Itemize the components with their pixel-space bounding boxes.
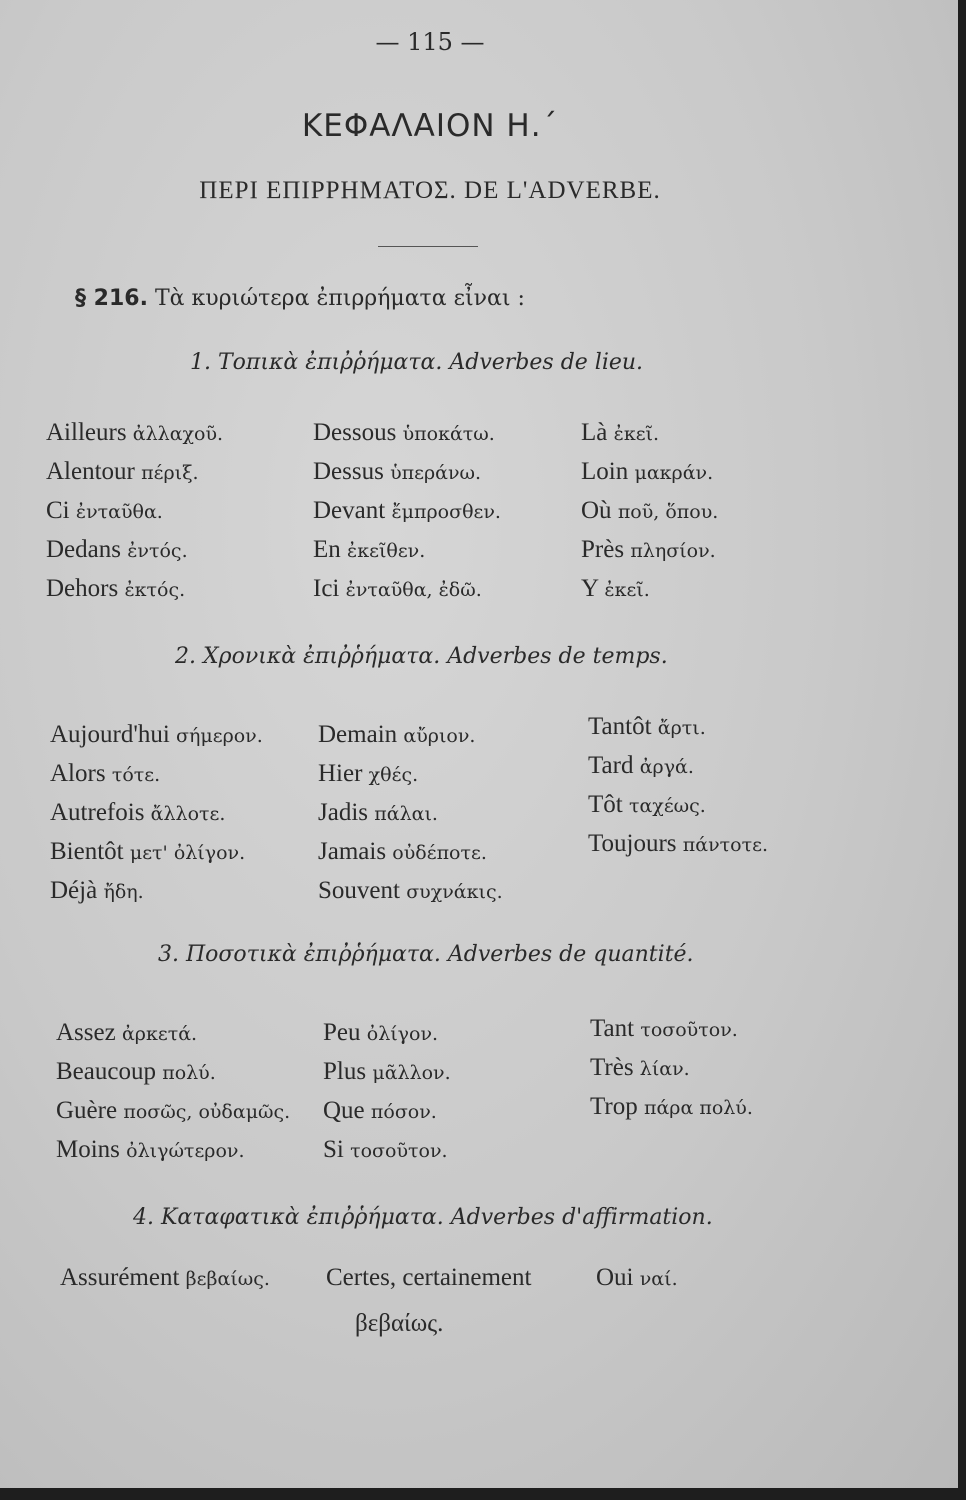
french-word: Guère xyxy=(56,1097,118,1124)
lieu-column-2 xyxy=(313,414,501,609)
greek-word: ἤδη. xyxy=(103,881,144,903)
adverb-entry xyxy=(46,453,223,492)
adverb-entry xyxy=(323,1131,451,1170)
adverb-entry xyxy=(46,570,223,609)
greek-word: μᾶλλον. xyxy=(372,1062,451,1084)
lieu-column-3 xyxy=(581,414,718,609)
adverb-entry xyxy=(313,492,501,531)
section-heading-temps: 2. Χρονικὰ ἐπιῤῥήματα. Adverbes de temps. xyxy=(175,644,668,669)
greek-word: μακράν. xyxy=(634,462,714,484)
greek-word: ἐντός. xyxy=(127,540,188,562)
adverb-entry xyxy=(581,570,718,609)
french-word: Beaucoup xyxy=(56,1058,156,1085)
greek-word: ποσῶς, οὐδαμῶς. xyxy=(123,1101,291,1123)
french-word: En xyxy=(313,536,341,563)
greek-word: σήμερον. xyxy=(176,725,263,747)
page-number: — 115 — xyxy=(375,28,485,56)
french-word: Autrefois xyxy=(50,799,145,826)
lieu-column-1 xyxy=(46,414,223,609)
greek-word: ναί. xyxy=(639,1268,678,1290)
french-word: Tard xyxy=(588,752,634,779)
greek-word: ἀλλαχοῦ. xyxy=(132,423,224,445)
greek-word: οὐδέποτε. xyxy=(392,842,487,864)
greek-word: τοσοῦτον. xyxy=(350,1140,448,1162)
section-heading-quantite: 3. Ποσοτικὰ ἐπιῤῥήματα. Adverbes de quantité. xyxy=(158,942,694,967)
french-word: Plus xyxy=(323,1058,367,1085)
french-word: Trop xyxy=(590,1093,638,1120)
greek-word: αὔριον. xyxy=(403,725,476,747)
adverb-entry xyxy=(588,786,768,825)
quantite-column-3 xyxy=(590,1010,753,1127)
greek-word: ὀλίγον. xyxy=(366,1023,439,1045)
french-word: Devant xyxy=(313,497,386,524)
french-word: Dessous xyxy=(313,419,397,446)
affirm-entry-2 xyxy=(326,1264,531,1292)
adverb-entry xyxy=(588,825,768,864)
french-word: Oui xyxy=(596,1264,634,1291)
greek-word: ἀργά. xyxy=(639,756,694,778)
greek-word: ἐνταῦθα, ἐδῶ. xyxy=(345,579,482,601)
greek-word: ὑπεράνω. xyxy=(390,462,482,484)
french-word: Très xyxy=(590,1054,634,1081)
french-word: Où xyxy=(581,497,612,524)
adverb-entry xyxy=(313,414,501,453)
adverb-entry xyxy=(323,1053,451,1092)
greek-word: πάρα πολύ. xyxy=(643,1097,753,1119)
greek-word: πάλαι. xyxy=(374,803,438,825)
greek-word: ἐκεῖ. xyxy=(613,423,660,445)
french-word: Alors xyxy=(50,760,106,787)
french-word: Aujourd'hui xyxy=(50,721,170,748)
greek-word: πλησίον. xyxy=(630,540,716,562)
intro-text: Τὰ κυριώτερα ἐπιρρήματα εἶναι : xyxy=(154,286,525,311)
greek-word: ἐκεῖ. xyxy=(604,579,650,601)
adverb-entry xyxy=(56,1014,290,1053)
french-word: Toujours xyxy=(588,830,677,857)
french-word: Loin xyxy=(581,458,629,485)
adverb-entry xyxy=(318,716,503,755)
french-word: Alentour xyxy=(46,458,135,485)
temps-column-3 xyxy=(588,708,768,864)
greek-word: τοσοῦτον. xyxy=(640,1019,738,1041)
greek-word: ἔμπροσθεν. xyxy=(391,501,501,523)
divider-rule xyxy=(378,246,478,247)
adverb-entry xyxy=(590,1049,753,1088)
section-number: § 216. xyxy=(75,286,148,311)
affirm-entry-1 xyxy=(60,1264,270,1292)
adverb-entry xyxy=(50,872,263,911)
french-word: Assurément xyxy=(60,1264,180,1291)
adverb-entry xyxy=(318,755,503,794)
greek-word: ἀρκετά. xyxy=(121,1023,198,1045)
adverb-entry xyxy=(323,1014,451,1053)
french-word: Tant xyxy=(590,1015,635,1042)
adverb-entry xyxy=(313,453,501,492)
french-word: Jamais xyxy=(318,838,387,865)
french-word: Dehors xyxy=(46,575,119,602)
adverb-entry xyxy=(588,747,768,786)
french-word: Demain xyxy=(318,721,398,748)
greek-word: ἄλλοτε. xyxy=(150,803,226,825)
adverb-entry xyxy=(50,794,263,833)
french-word: Ailleurs xyxy=(46,419,127,446)
chapter-subtitle: ΠΕΡΙ ΕΠΙΡΡΗΜΑΤΟΣ. DE L'ADVERBE. xyxy=(199,177,661,204)
greek-word: ἐκεῖθεν. xyxy=(347,540,426,562)
french-word: Dessus xyxy=(313,458,384,485)
french-word: Tôt xyxy=(588,791,623,818)
french-word: Près xyxy=(581,536,625,563)
adverb-entry xyxy=(50,716,263,755)
adverb-entry xyxy=(318,794,503,833)
french-word: Certes, certainement xyxy=(326,1264,532,1291)
adverb-entry xyxy=(56,1092,290,1131)
greek-word: συχνάκις. xyxy=(406,881,503,903)
french-word: Ci xyxy=(46,497,70,524)
french-word: Peu xyxy=(323,1019,361,1046)
adverb-entry xyxy=(46,531,223,570)
greek-word: ποῦ, ὅπου. xyxy=(617,501,719,523)
intro-paragraph xyxy=(75,286,525,311)
chapter-title: ΚΕΦΑΛΑΙΟΝ Η.΄ xyxy=(301,108,559,144)
greek-word: πέριξ. xyxy=(141,462,199,484)
french-word: Dedans xyxy=(46,536,121,563)
adverb-entry xyxy=(581,414,718,453)
greek-word: πολύ. xyxy=(162,1062,216,1084)
french-word: Hier xyxy=(318,760,363,787)
adverb-entry xyxy=(50,833,263,872)
adverb-entry xyxy=(588,708,768,747)
affirm-continuation: βεβαίως. xyxy=(355,1310,444,1337)
french-word: Déjà xyxy=(50,877,98,904)
adverb-entry xyxy=(46,414,223,453)
adverb-entry xyxy=(56,1131,290,1170)
quantite-column-1 xyxy=(56,1014,290,1170)
adverb-entry xyxy=(56,1053,290,1092)
french-word: Jadis xyxy=(318,799,368,826)
french-word: Là xyxy=(581,419,608,446)
section-heading-lieu: 1. Τοπικὰ ἐπιῤῥήματα. Adverbes de lieu. xyxy=(190,350,644,375)
french-word: Souvent xyxy=(318,877,400,904)
french-word: Y xyxy=(581,575,599,602)
adverb-entry xyxy=(581,453,718,492)
adverb-entry xyxy=(323,1092,451,1131)
adverb-entry xyxy=(318,872,503,911)
temps-column-2 xyxy=(318,716,503,911)
greek-word: χθές. xyxy=(368,764,419,786)
french-word: Si xyxy=(323,1136,344,1163)
adverb-entry xyxy=(590,1088,753,1127)
greek-word: ἄρτι. xyxy=(657,717,706,739)
greek-word: ὀλιγώτερον. xyxy=(126,1140,245,1162)
greek-word: πάντοτε. xyxy=(682,834,768,856)
greek-word: τότε. xyxy=(111,764,161,786)
adverb-entry xyxy=(590,1010,753,1049)
quantite-column-2 xyxy=(323,1014,451,1170)
greek-word: λίαν. xyxy=(639,1058,690,1080)
adverb-entry xyxy=(581,531,718,570)
section-heading-affirmation: 4. Καταφατικὰ ἐπιῤῥήματα. Adverbes d'affirmation. xyxy=(133,1205,713,1230)
temps-column-1 xyxy=(50,716,263,911)
french-word: Bientôt xyxy=(50,838,124,865)
adverb-entry xyxy=(313,570,501,609)
french-word: Assez xyxy=(56,1019,116,1046)
adverb-entry xyxy=(318,833,503,872)
adverb-entry xyxy=(581,492,718,531)
greek-word: πόσον. xyxy=(370,1101,437,1123)
adverb-entry xyxy=(313,531,501,570)
greek-word: μετ' ὀλίγον. xyxy=(129,842,246,864)
greek-word: βεβαίως. xyxy=(185,1268,270,1290)
greek-word: ἐνταῦθα. xyxy=(75,501,163,523)
french-word: Tantôt xyxy=(588,713,652,740)
greek-word: ἐκτός. xyxy=(124,579,186,601)
greek-word: ὑποκάτω. xyxy=(402,423,495,445)
adverb-entry xyxy=(50,755,263,794)
greek-word: ταχέως. xyxy=(628,795,706,817)
affirm-entry-3 xyxy=(596,1264,678,1292)
french-word: Ici xyxy=(313,575,340,602)
french-word: Moins xyxy=(56,1136,120,1163)
french-word: Que xyxy=(323,1097,365,1124)
adverb-entry xyxy=(46,492,223,531)
